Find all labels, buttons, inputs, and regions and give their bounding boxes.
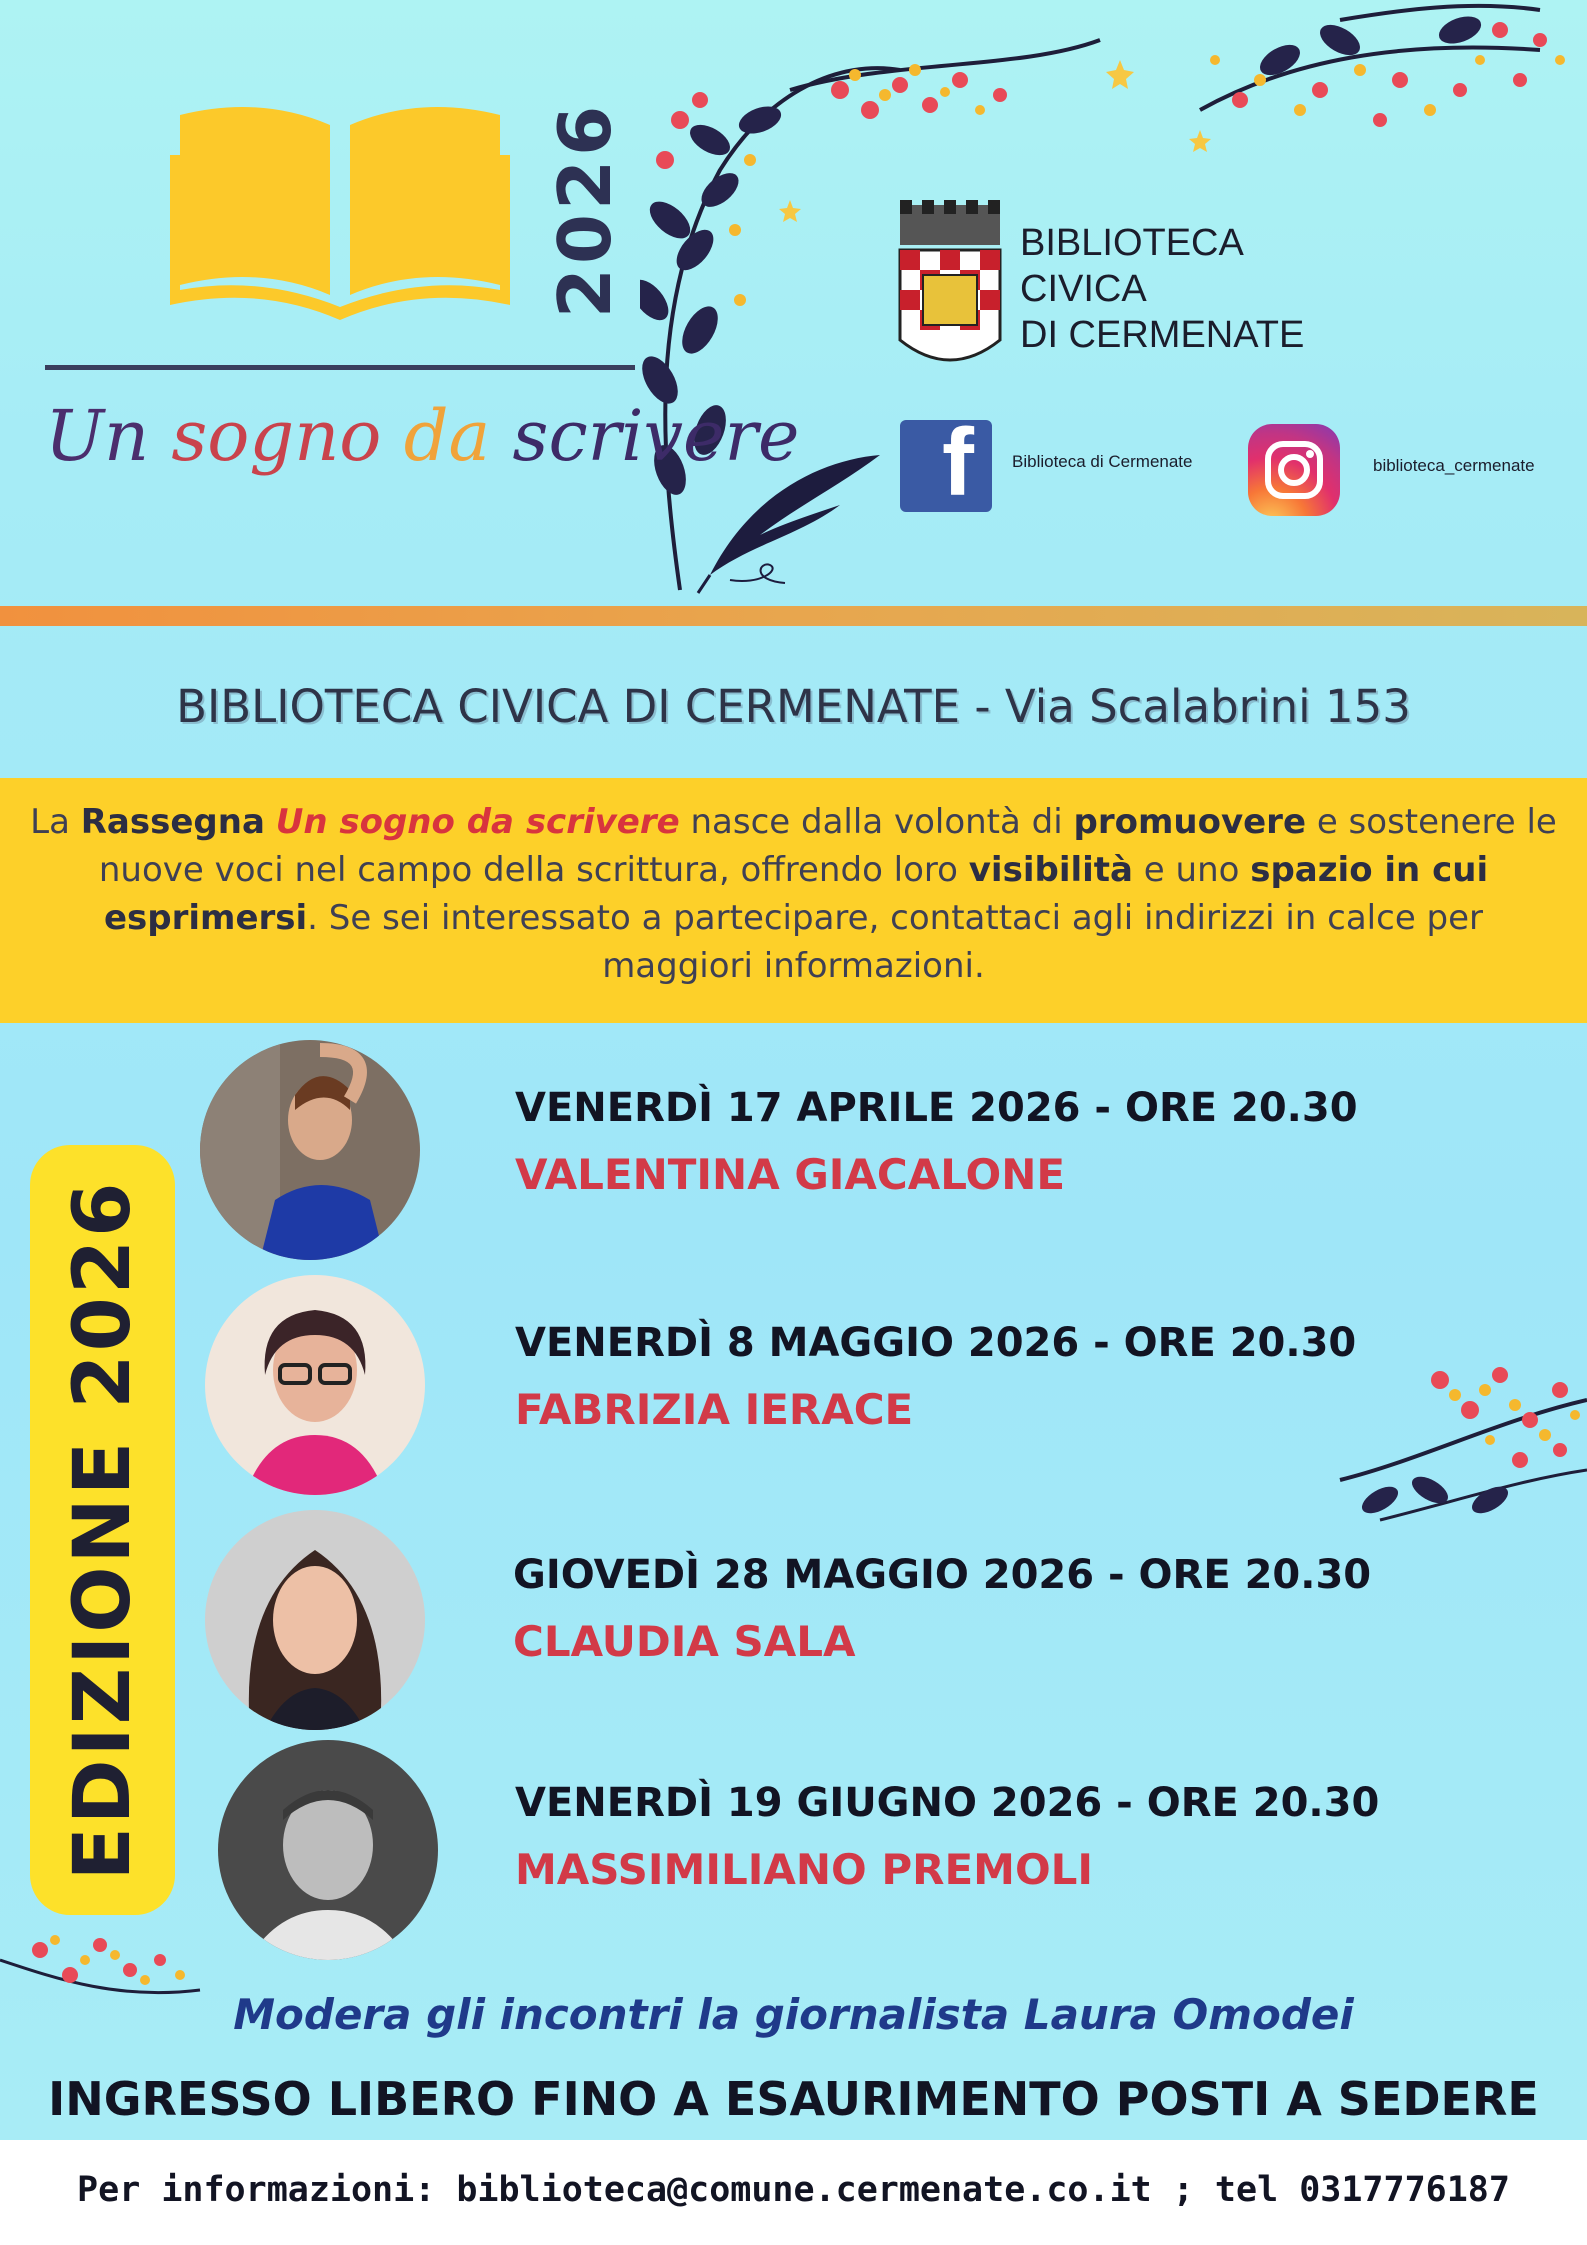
title-word-4: scrivere	[512, 395, 800, 477]
library-name-line-1: BIBLIOTECA	[1020, 222, 1244, 264]
header-divider-stripe	[0, 606, 1587, 626]
library-name	[1020, 220, 1320, 358]
instagram-label[interactable]: biblioteca_cermenate	[1373, 456, 1535, 475]
event-series-title	[45, 395, 800, 505]
event-3-speaker: CLAUDIA SALA	[513, 1617, 856, 1666]
speaker-photo-valentina-giacalone	[200, 1040, 420, 1260]
event-4-date: VENERDÌ 19 GIUGNO 2026 - ORE 20.30	[515, 1780, 1380, 1826]
logo-divider	[45, 365, 635, 370]
title-word-1: Un	[45, 395, 150, 477]
edition-badge: EDIZIONE 2026	[30, 1145, 175, 1915]
facebook-label[interactable]: Biblioteca di Cermenate	[1012, 452, 1193, 471]
title-word-2: sogno	[171, 395, 382, 477]
contact-info[interactable]: Per informazioni: biblioteca@comune.cermenate.co.it ; tel 0317776187	[77, 2170, 1510, 2210]
intro-banner	[0, 778, 1587, 1023]
quill-pen-icon	[690, 445, 890, 595]
floral-decoration-right-icon	[1320, 1320, 1587, 1620]
event-3-date: GIOVEDÌ 28 MAGGIO 2026 - ORE 20.30	[513, 1552, 1372, 1598]
title-word-3: da	[403, 395, 491, 477]
event-1-date: VENERDÌ 17 APRILE 2026 - ORE 20.30	[515, 1085, 1358, 1131]
facebook-icon[interactable]: f	[900, 420, 992, 512]
instagram-glyph-icon	[1248, 424, 1340, 516]
intro-text: La Rassegna Un sogno da scrivere nasce dalla volontà di promuovere e sostenere le nuove voci nel campo della scrittura, offrendo loro visibilità e uno spazio in cui esprimersi. Se sei interessato a partecipare, contattaci agli indirizzi in calce per maggiori informazioni.	[30, 802, 1557, 986]
moderator-note: Modera gli incontri la giornalista Laura Omodei	[233, 1990, 1354, 2039]
speaker-photo-claudia-sala	[205, 1510, 425, 1730]
event-1-speaker: VALENTINA GIACALONE	[515, 1150, 1066, 1199]
speaker-photo-fabrizia-ierace	[205, 1275, 425, 1495]
year-vertical-label: 2026	[543, 101, 627, 319]
footer-contact-bar	[0, 2140, 1587, 2245]
town-crest-icon	[895, 200, 1005, 380]
entry-note: INGRESSO LIBERO FINO A ESAURIMENTO POSTI A SEDERE	[48, 2072, 1539, 2126]
event-4-speaker: MASSIMILIANO PREMOLI	[515, 1845, 1094, 1894]
instagram-icon[interactable]	[1248, 424, 1340, 516]
library-name-line-2: CIVICA	[1020, 268, 1147, 310]
open-book-logo-icon	[170, 95, 510, 325]
speaker-photo-massimiliano-premoli	[218, 1740, 438, 1960]
event-2-speaker: FABRIZIA IERACE	[515, 1385, 914, 1434]
event-2-date: VENERDÌ 8 MAGGIO 2026 - ORE 20.30	[515, 1320, 1357, 1366]
venue-address: BIBLIOTECA CIVICA DI CERMENATE - Via Scalabrini 153	[176, 680, 1411, 733]
library-name-line-3: DI CERMENATE	[1020, 314, 1305, 356]
